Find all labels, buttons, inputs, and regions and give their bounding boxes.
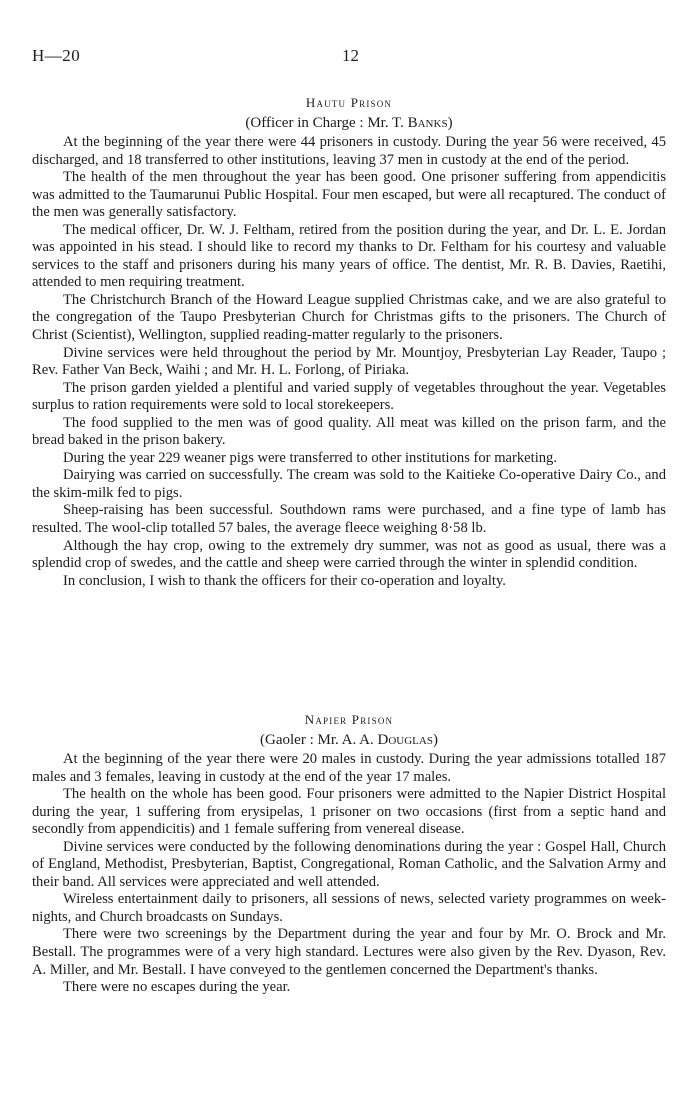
paragraph: During the year 229 weaner pigs were transferred to other institutions for marketing.	[63, 449, 558, 466]
paragraph: The health of the men throughout the year has been good. One prisoner suffering from appendicitis was admitted to the Taumarunui Public Hospital. Four men escaped, but were all recaptured. The conduct of the men was generally satisfactory.	[32, 169, 666, 221]
paragraph: Divine services were conducted by the following denominations during the year : Gospel Hall, Church of England, Methodist, Presbyterian, Baptist, Congregational, Roman Catholic, and the Salvation Army and their band. All services were appreciated and well attended.	[32, 838, 666, 890]
subtitle-prefix: (Gaoler : Mr. A. A.	[260, 732, 378, 748]
paragraph: At the beginning of the year there were 44 prisoners in custody. During the year 56 were received, 45 discharged, and 18 transferred to other institutions, leaving 37 men in custody at the end of the period.	[32, 134, 666, 168]
paragraph: The health on the whole has been good. Four prisoners were admitted to the Napier District Hospital during the year, 1 suffering from erysipelas, 1 prisoner on two occasions (first from a septic hand and secondly from appendicitis) and 1 female suffering from venereal disease.	[32, 786, 666, 838]
paragraph: Dairying was carried on successfully. The cream was sold to the Kaitieke Co-operative Dairy Co., and the skim-milk fed to pigs.	[32, 467, 666, 501]
paragraph: At the beginning of the year there were 20 males in custody. During the year admissions totalled 187 males and 3 females, leaving in custody at the end of the year 17 males.	[32, 751, 666, 785]
paragraph: The food supplied to the men was of good quality. All meat was killed on the prison farm, and the bread baked in the prison bakery.	[32, 414, 666, 449]
paragraph: There were two screenings by the Department during the year and four by Mr. O. Brock and Mr. Bestall. The programmes were of a very high standard. Lectures were also given by the Rev. Dyason, Rev. A. Miller, and Mr. Bestall. I have conveyed to the gentlemen concerned the Department's thanks.	[32, 926, 666, 978]
document-code: H—20	[32, 46, 81, 65]
section-napier-prison	[32, 710, 666, 997]
subtitle-prefix: (Officer in Charge : Mr. T.	[245, 115, 408, 131]
page-number: 12	[342, 46, 359, 65]
paragraph: There were no escapes during the year.	[63, 979, 291, 996]
paragraph: Divine services were held throughout the period by Mr. Mountjoy, Presbyterian Lay Reader, Taupo ; Rev. Father Van Beck, Waihi ; and Mr. H. L. Forlong, of Piriaka.	[32, 344, 666, 379]
section-subtitle	[32, 112, 666, 134]
paragraph: The medical officer, Dr. W. J. Feltham, retired from the position during the year, and Dr. L. E. Jordan was appointed in his stead. I should like to record my thanks to Dr. Feltham for his courtesy and valuable services to the staff and prisoners during his many years of office. The dentist, Mr. R. B. Davies, Raetihi, attended to men requiring treatment.	[32, 221, 666, 291]
gaoler-name: Douglas	[377, 732, 433, 748]
section-subtitle	[32, 729, 666, 751]
subtitle-suffix: )	[432, 732, 438, 748]
section-title: Hautu Prison	[305, 95, 393, 110]
paragraph: The Christchurch Branch of the Howard League supplied Christmas cake, and we are also grateful to the congregation of the Taupo Presbyterian Church for Christmas gifts to the prisoners. The Church of Christ (Scientist), Wellington, supplied reading-matter regularly to the prisoners.	[32, 291, 666, 344]
paragraph: In conclusion, I wish to thank the officers for their co-operation and loyalty.	[63, 572, 506, 589]
paragraph: Sheep-raising has been successful. Southdown rams were purchased, and a fine type of lamb has resulted. The wool-clip totalled 57 bales, the average fleece weighing 8·58 lb.	[32, 502, 666, 537]
paragraph: The prison garden yielded a plentiful and varied supply of vegetables throughout the year. Vegetables surplus to ration requirements were sold to local storekeepers.	[32, 379, 666, 414]
paragraph: Wireless entertainment daily to prisoners, all sessions of news, selected variety programmes on week-nights, and Church broadcasts on Sundays.	[32, 891, 666, 925]
paragraph: Although the hay crop, owing to the extremely dry summer, was not as good as usual, there was a splendid crop of swedes, and the cattle and sheep were carried through the winter in splendid condition.	[32, 537, 666, 572]
officer-name: Banks	[407, 115, 448, 131]
section-hautu-prison	[32, 93, 666, 590]
subtitle-suffix: )	[447, 115, 453, 131]
section-title: Napier Prison	[304, 712, 394, 727]
